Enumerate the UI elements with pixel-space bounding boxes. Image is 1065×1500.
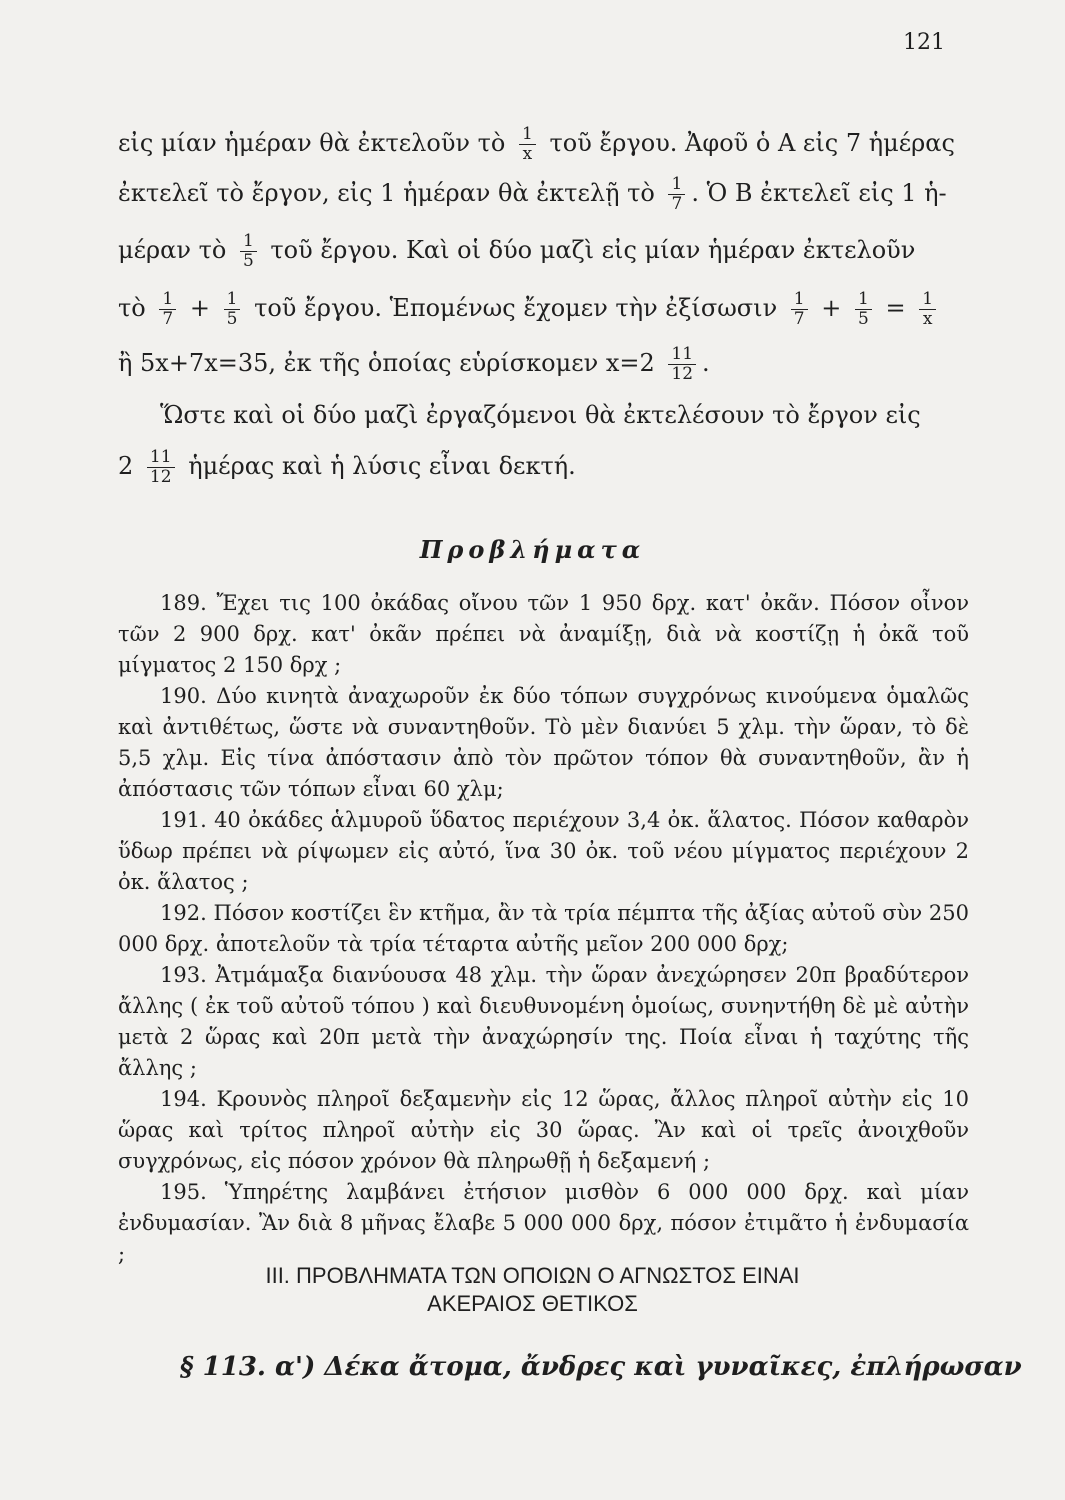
denominator: x <box>922 309 933 329</box>
text: εἰς μίαν ἡμέραν θὰ ἐκτελοῦν τὸ <box>118 129 506 157</box>
fraction <box>224 290 241 329</box>
numerator: 1 <box>240 232 257 252</box>
fraction <box>919 290 936 329</box>
problem-list <box>118 588 969 1270</box>
problem-194: 194. Κρουνὸς πληροῖ δεξαμενὴν εἰς 12 ὥρας, ἄλλος πληροῖ αὐτὴν εἰς 10 ὥρας καὶ τρίτος πληροῖ αὐτὴν εἰς 30 ὥρας. Ἂν καὶ οἱ τρεῖς ἀνοιχθοῦν συγχρόνως, εἰς πόσον χρόνον θὰ πληρωθῇ ἡ δεξαμενή ; <box>118 1087 969 1173</box>
text: ἡμέρας καὶ ἡ λύσις εἶναι δεκτή. <box>188 452 576 480</box>
intro-line-5 <box>118 345 969 384</box>
page-number: 121 <box>903 30 945 55</box>
text: . Ὁ Β ἐκτελεῖ εἰς 1 ἡ- <box>691 179 947 207</box>
denominator: 7 <box>793 309 805 329</box>
text: . <box>702 349 710 377</box>
numerator: 1 <box>159 290 176 310</box>
intro-line-3 <box>118 232 969 271</box>
fraction <box>147 448 175 487</box>
numerator: 1 <box>919 290 936 310</box>
fraction <box>668 345 696 384</box>
plus-sign: + <box>821 294 842 322</box>
problem-195: 195. Ὑπηρέτης λαμβάνει ἐτήσιον μισθὸν 6 000 000 δρχ. καὶ μίαν ἐνδυμασίαν. Ἂν διὰ 8 μῆνας ἔλαβε 5 000 000 δρχ, πόσον ἐτιμᾶτο ἡ ἐνδυμασία ; <box>118 1180 969 1266</box>
denominator: 12 <box>671 364 694 384</box>
text: τοῦ ἔργου. Ἀφοῦ ὁ Α εἰς 7 ἡμέρας <box>549 129 955 157</box>
equals-sign: = <box>885 294 906 322</box>
text: μέραν τὸ <box>118 236 227 264</box>
fraction <box>159 290 176 329</box>
intro-line-2 <box>118 175 969 214</box>
plus-sign: + <box>189 294 210 322</box>
numerator: 1 <box>791 290 808 310</box>
numerator: 1 <box>519 125 536 145</box>
denominator: 5 <box>242 251 254 271</box>
intro-line-7 <box>118 448 969 487</box>
text: ἐκτελεῖ τὸ ἔργον, εἰς 1 ἡμέραν θὰ ἐκτελῇ τὸ <box>118 179 655 207</box>
intro-line-6: Ὥστε καὶ οἱ δύο μαζὶ ἐργαζόμενοι θὰ ἐκτελέσουν τὸ ἔργον εἰς <box>160 401 921 429</box>
numerator: 11 <box>668 345 696 365</box>
fraction <box>855 290 872 329</box>
intro-line-4 <box>118 290 969 329</box>
text: 2 <box>118 452 134 480</box>
denominator: x <box>522 144 533 164</box>
problem-190: 190. Δύο κινητὰ ἀναχωροῦν ἐκ δύο τόπων συγχρόνως κινούμενα ὁμαλῶς καὶ ἀντιθέτως, ὥστε νὰ συναντηθοῦν. Τὸ μὲν διανύει 5 χλμ. τὴν ὥραν, τὸ δὲ 5,5 χλμ. Εἰς τίνα ἀπόστασιν ἀπὸ τὸν πρῶτον τόπον θὰ συναντηθοῦν, ἂν ἡ ἀπόστασις τῶν τόπων εἶναι 60 χλμ; <box>118 684 969 801</box>
numerator: 1 <box>224 290 241 310</box>
denominator: 12 <box>149 467 172 487</box>
problem-189: 189. Ἔχει τις 100 ὀκάδας οἴνου τῶν 1 950 δρχ. κατ' ὀκᾶν. Πόσον οἶνον τῶν 2 900 δρχ. κατ' ὀκᾶν πρέπει νὰ ἀναμίξῃ, διὰ νὰ κοστίζῃ ἡ ὀκᾶ τοῦ μίγματος 2 150 δρχ ; <box>118 591 969 677</box>
numerator: 11 <box>147 448 175 468</box>
problems-heading: Προβλήματα <box>419 535 646 564</box>
text: τὸ <box>118 294 146 322</box>
text: τοῦ ἔργου. Καὶ οἱ δύο μαζὶ εἰς μίαν ἡμέραν ἐκτελοῦν <box>270 236 916 264</box>
fraction <box>519 125 536 164</box>
fraction <box>791 290 808 329</box>
fraction <box>240 232 257 271</box>
denominator: 7 <box>671 194 683 214</box>
denominator: 7 <box>162 309 174 329</box>
problem-193: 193. Ἀτμάμαξα διανύουσα 48 χλμ. τὴν ὥραν ἀνεχώρησεν 20π βραδύτερον ἄλλης ( ἐκ τοῦ αὐτοῦ τόπου ) καὶ διευθυνομένη ὁμοίως, συνηντήθη δὲ μὲ αὐτὴν μετὰ 2 ὥρας καὶ 20π μετὰ τὴν ἀναχώρησίν της. Ποία εἶναι ἡ ταχύτης τῆς ἄλλης ; <box>118 963 969 1080</box>
problem-192: 192. Πόσον κοστίζει ἓν κτῆμα, ἂν τὰ τρία πέμπτα τῆς ἀξίας αὐτοῦ σὺν 250 000 δρχ. ἀποτελοῦν τὰ τρία τέταρτα αὐτῆς μεῖον 200 000 δρχ; <box>118 901 969 956</box>
paragraph-heading: § 113. α') Δέκα ἄτομα, ἄνδρες καὶ γυναῖκες, ἐπλήρωσαν <box>180 1352 1022 1382</box>
denominator: 5 <box>858 309 869 329</box>
section-title-line-1: ΙΙΙ. ΠΡΟΒΛΗΜΑΤΑ ΤΩΝ ΟΠΟΙΩΝ Ο ΑΓΝΩΣΤΟΣ ΕΙΝΑΙ <box>265 1263 800 1288</box>
text: ἢ 5x+7x=35, ἐκ τῆς ὁποίας εὑρίσκομεν x=2 <box>118 349 655 377</box>
fraction <box>668 175 685 214</box>
section-title-line-2: ΑΚΕΡΑΙΟΣ ΘΕΤΙΚΟΣ <box>427 1291 638 1316</box>
numerator: 1 <box>855 290 872 310</box>
intro-line-1 <box>118 125 969 164</box>
problem-191: 191. 40 ὀκάδες ἁλμυροῦ ὕδατος περιέχουν 3,4 ὀκ. ἅλατος. Πόσον καθαρὸν ὕδωρ πρέπει νὰ ρίψωμεν εἰς αὐτό, ἵνα 30 ὀκ. τοῦ νέου μίγματος περιέχουν 2 ὀκ. ἅλατος ; <box>118 808 969 894</box>
text: τοῦ ἔργου. Ἑπομένως ἔχομεν τὴν ἐξίσωσιν <box>254 294 778 322</box>
numerator: 1 <box>668 175 685 195</box>
denominator: 5 <box>226 309 238 329</box>
